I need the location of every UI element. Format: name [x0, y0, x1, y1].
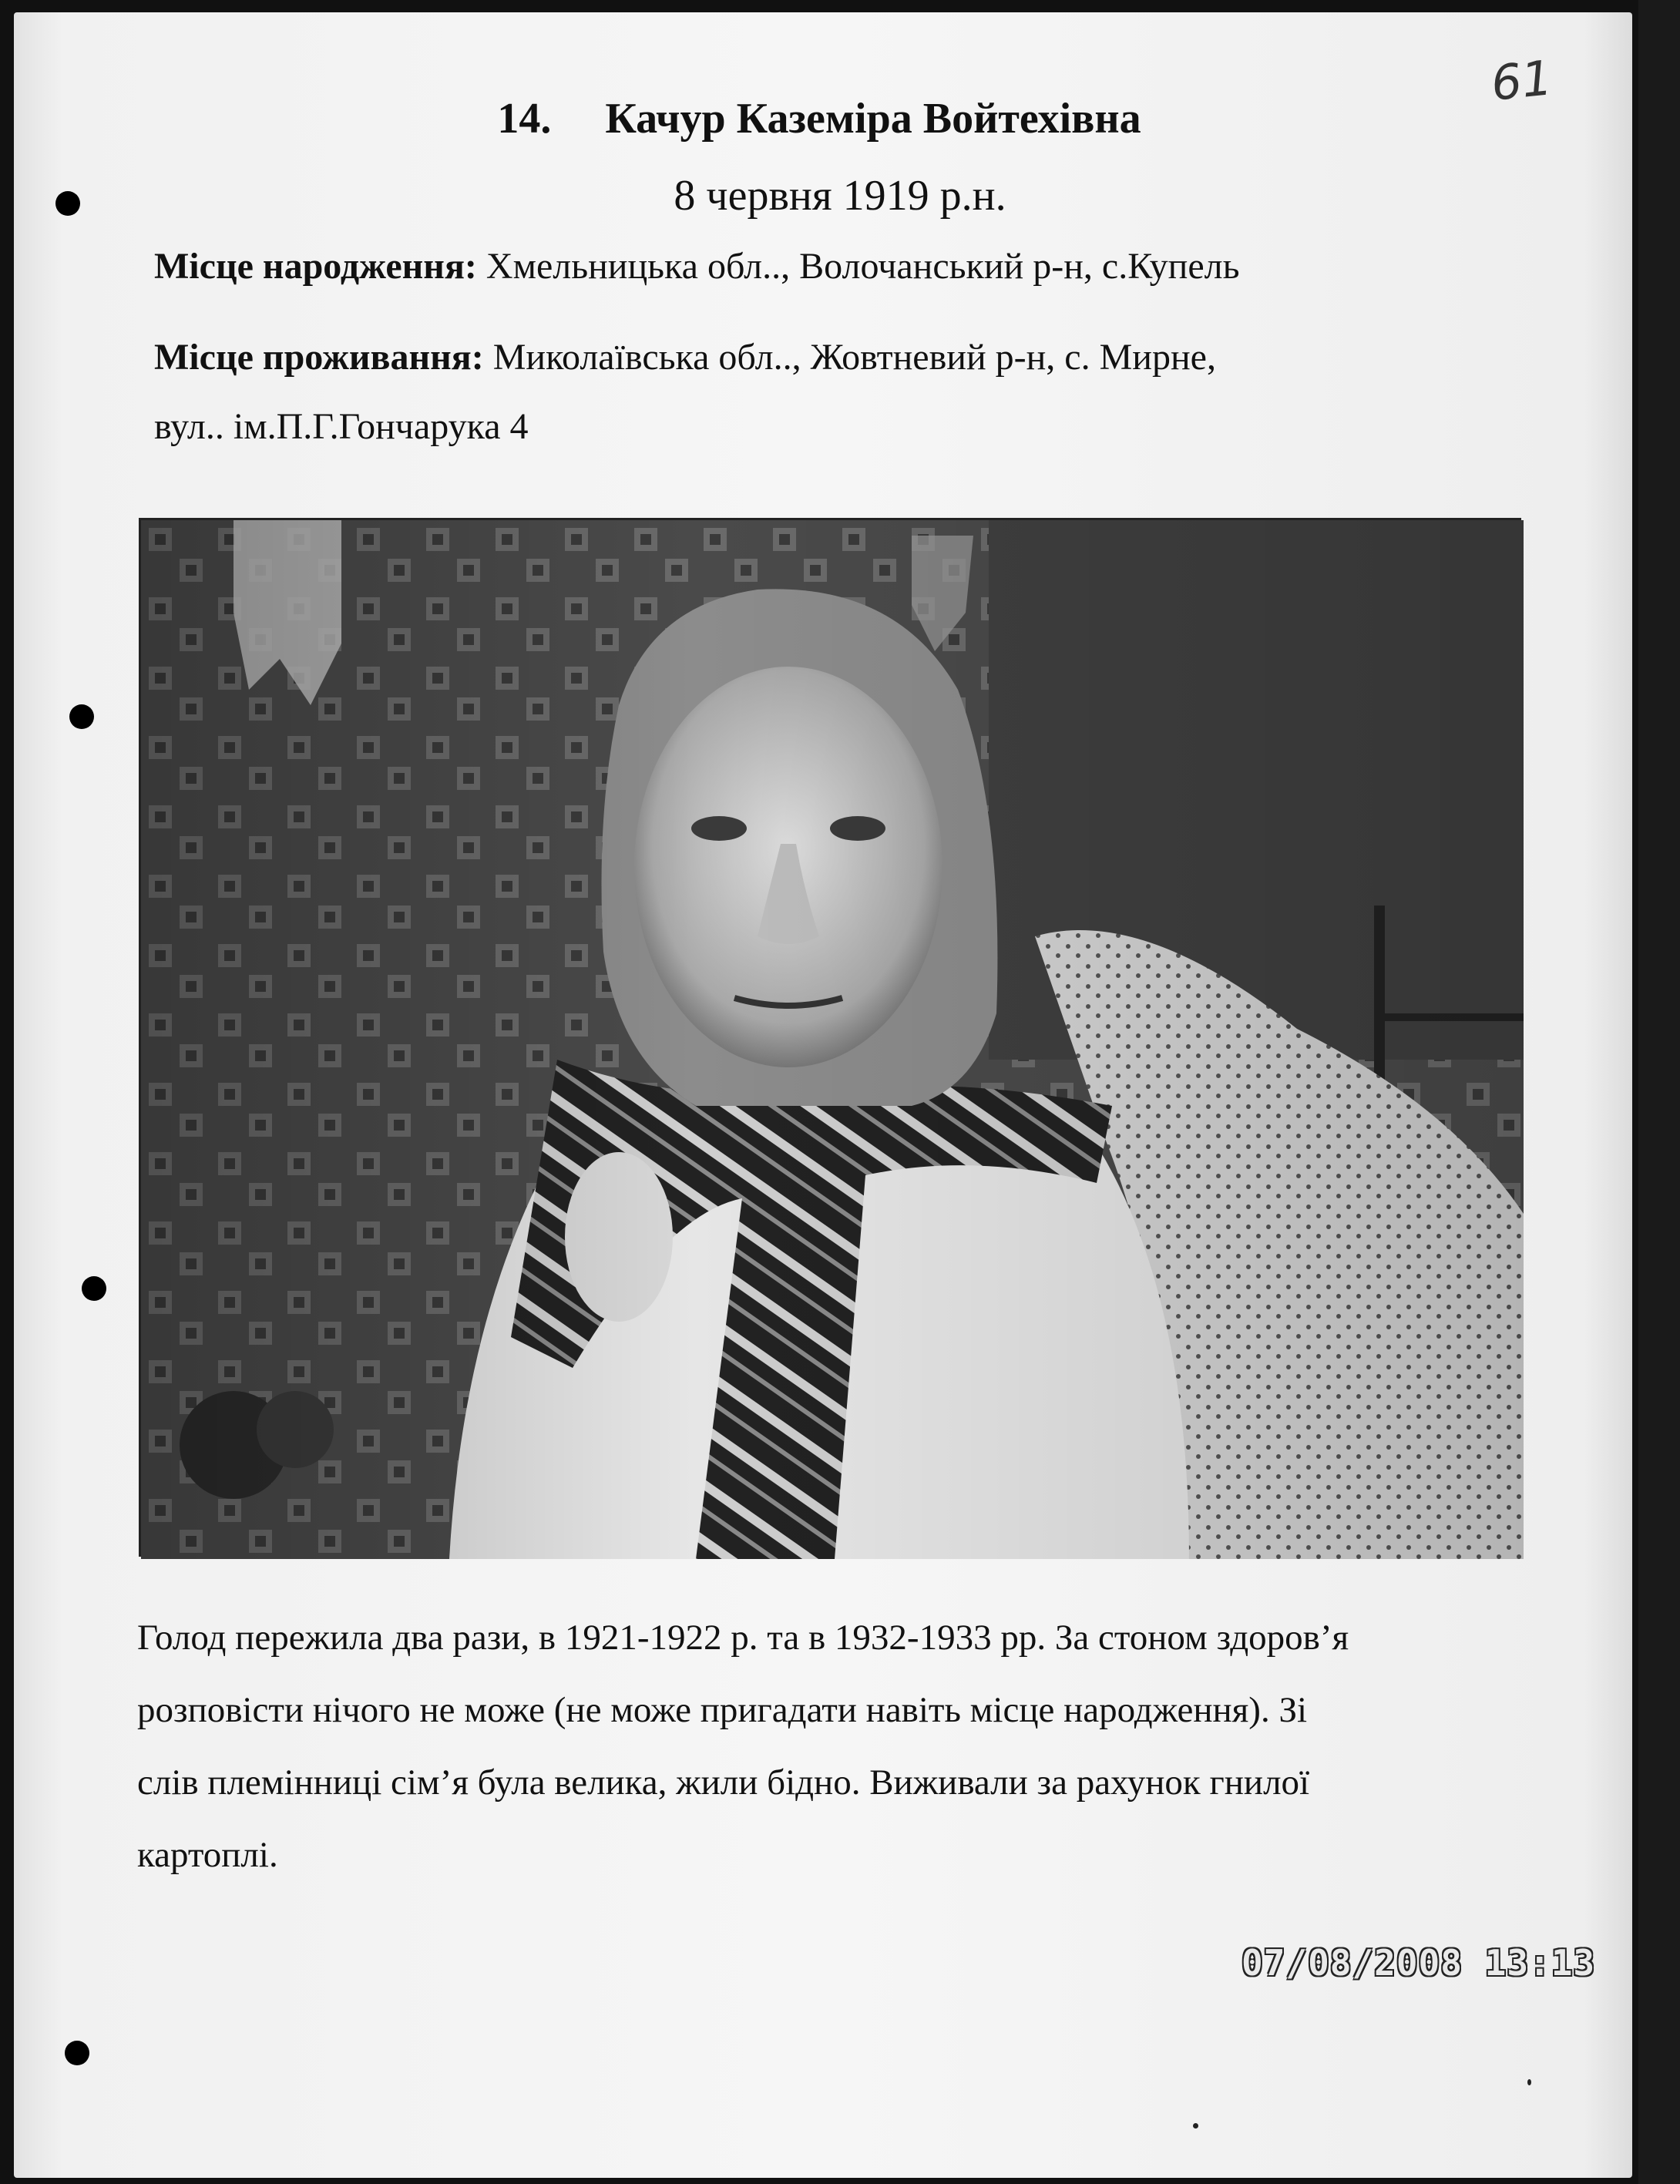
scan-speck	[1193, 2123, 1198, 2129]
entry-heading	[0, 94, 1638, 143]
residence-line	[154, 336, 1216, 378]
paragraph-line: розповісти нічого не може (не може пригадати навіть місце народження). Зі	[137, 1690, 1308, 1730]
testimony-paragraph	[137, 1601, 1520, 1891]
residence-value-line1: Миколаївська обл.., Жовтневий р-н, с. Мирне,	[492, 337, 1216, 378]
paragraph-line: картоплі.	[137, 1835, 278, 1875]
page-number: 61	[1488, 49, 1555, 112]
photo-timestamp: 07/08/2008 13:13	[1242, 1942, 1596, 1984]
punch-hole	[69, 704, 94, 729]
birthplace-line	[154, 245, 1239, 287]
paragraph-line: слів племінниці сім’я була велика, жили бідно. Виживали за рахунок гнилої	[137, 1762, 1310, 1803]
birthplace-label: Місце народження:	[154, 246, 477, 287]
scan-speck	[1527, 2079, 1531, 2085]
punch-hole	[65, 2041, 89, 2065]
residence-value-line2: вул.. ім.П.Г.Гончарука 4	[154, 406, 529, 447]
residence-label: Місце проживання:	[154, 337, 484, 378]
person-name: Качур Каземіра Войтехівна	[605, 95, 1141, 143]
paragraph-line: Голод пережила два рази, в 1921-1922 р. та в 1932-1933 рр. За стоном здоров’я	[137, 1618, 1349, 1658]
entry-number: 14.	[497, 95, 552, 143]
portrait-photo-image	[141, 520, 1524, 1559]
residence-line-2	[154, 405, 529, 448]
birth-date: 8 червня 1919 р.н.	[674, 172, 1006, 220]
punch-hole	[82, 1276, 106, 1301]
birthplace-value: Хмельницька обл.., Волочанський р-н, с.Купель	[486, 246, 1240, 287]
